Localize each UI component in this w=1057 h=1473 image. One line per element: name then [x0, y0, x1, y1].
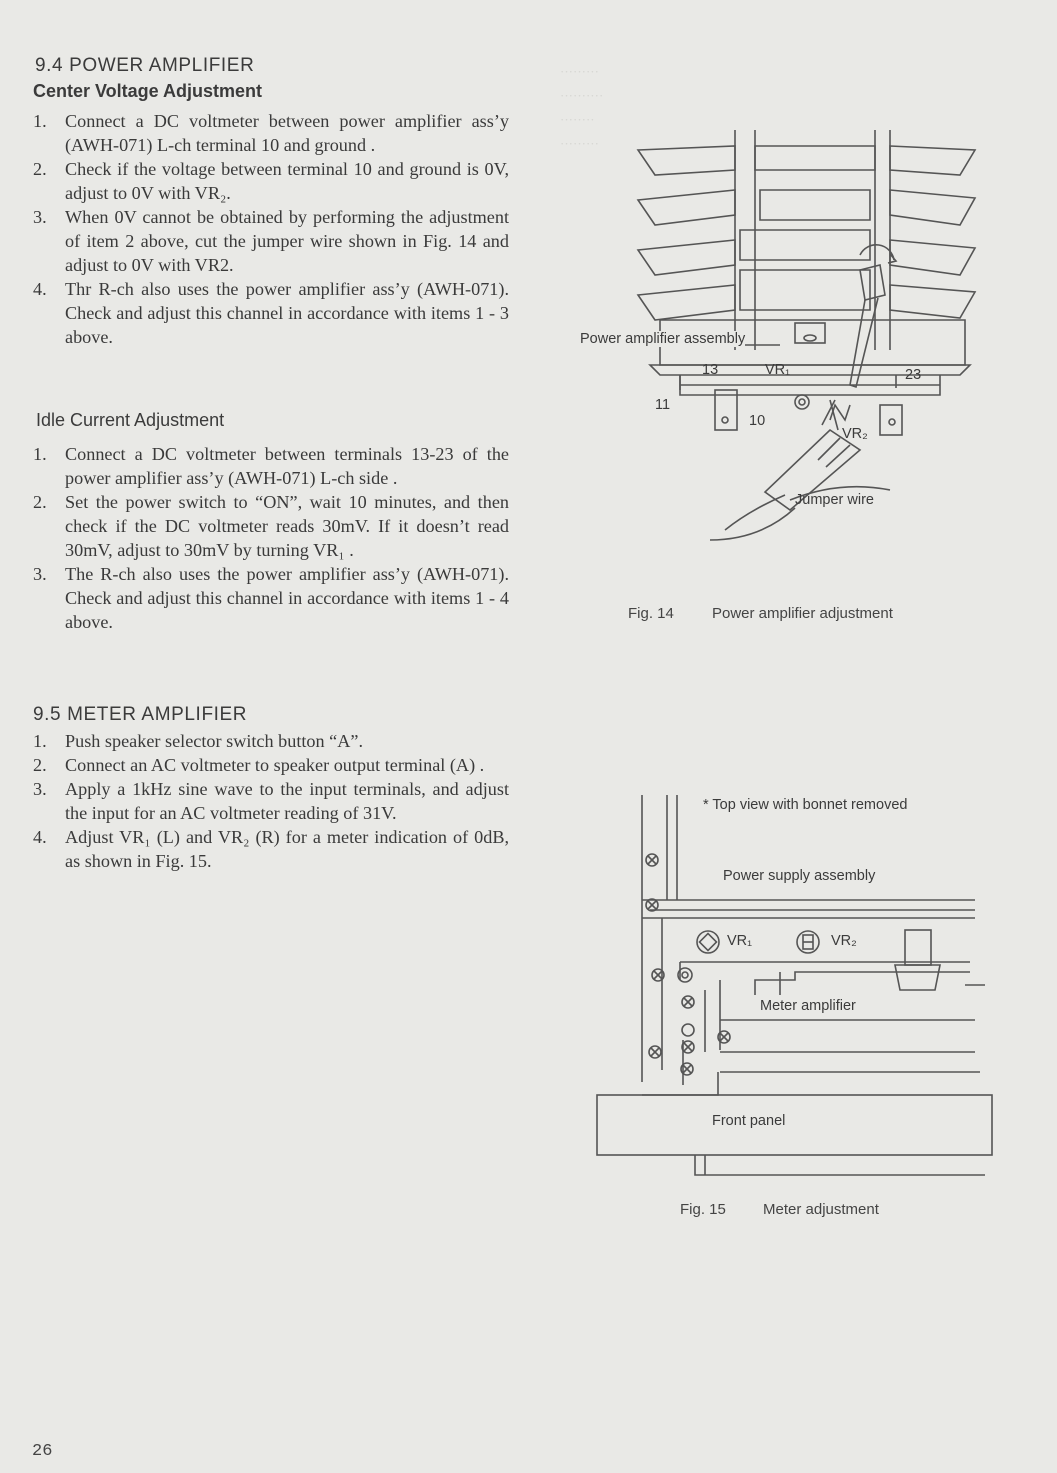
item-text: Adjust VR₁ (L) and VR₂ (R) for a meter indication of 0dB, as shown in Fig. 15.: [65, 827, 509, 871]
fig14-terminal-23-label: 23: [905, 367, 922, 383]
item-text: Connect a DC voltmeter between power amplifier ass’y (AWH-071) L-ch terminal 10 and ground .: [65, 111, 509, 155]
item-number: 4.: [33, 827, 47, 847]
item-number: 2.: [33, 492, 47, 512]
fig15-caption-number: Fig. 15: [680, 1201, 726, 1218]
item-text: The R-ch also uses the power amplifier ass’y (AWH-071). Check and adjust this channel in accordance with items 1 - 4 above.: [65, 564, 509, 632]
list-item: [33, 157, 509, 205]
fig14-terminal-10-label: 10: [749, 413, 766, 429]
fig14-jumper-label: Jumper wire: [795, 492, 874, 508]
fig15-drawing: [590, 790, 1000, 1190]
front-panel-outline: [597, 1095, 992, 1175]
item-number: 4.: [33, 279, 47, 299]
fig14-caption-text: Power amplifier adjustment: [712, 605, 893, 622]
fig14-assembly-label: Power amplifier assembly: [580, 331, 746, 347]
fig14-terminal-13-label: 13: [702, 362, 719, 378]
item-text: Set the power switch to “ON”, wait 10 minutes, and then check if the DC voltmeter reads 30mV. If it doesn’t read 30mV, adjust to 30mV by turning VR₁ .: [65, 492, 509, 560]
item-text: When 0V cannot be obtained by performing the adjustment of item 2 above, cut the jumper wire shown in Fig. 14 and adjust to 0V with VR2.: [65, 207, 509, 275]
list-item: [33, 277, 509, 349]
item-text: Thr R-ch also uses the power amplifier ass’y (AWH-071). Check and adjust this channel in accordance with items 1 - 3 above.: [65, 279, 509, 347]
list-item: [33, 777, 509, 825]
idle-current-heading: Idle Current Adjustment: [36, 410, 225, 430]
page-number: 26: [32, 1442, 53, 1461]
item-number: 2.: [33, 755, 47, 775]
list-item: [33, 562, 509, 634]
item-number: 3.: [33, 779, 47, 799]
item-number: 1.: [33, 111, 47, 131]
item-text: Apply a 1kHz sine wave to the input terminals, and adjust the input for an AC voltmeter reading of 31V.: [65, 779, 509, 823]
item-number: 1.: [33, 731, 47, 751]
connector-block-icon: [895, 930, 940, 990]
center-voltage-steps: [33, 109, 509, 349]
item-text: Connect a DC voltmeter between terminals 13-23 of the power amplifier ass’y (AWH-071) L-ch side .: [65, 444, 509, 488]
list-item: [33, 442, 509, 490]
vr2-trimmer-icon: [797, 931, 819, 953]
fig14-vr1-label: VR₁: [765, 362, 791, 378]
item-number: 3.: [33, 564, 47, 584]
item-text: Check if the voltage between terminal 10 and ground is 0V, adjust to 0V with VR₂.: [65, 159, 509, 203]
fig15-vr2-label: VR₂: [831, 933, 857, 949]
fig14-caption-number: Fig. 14: [628, 605, 674, 622]
item-text: Connect an AC voltmeter to speaker output terminal (A) .: [65, 755, 485, 775]
list-item: [33, 825, 509, 873]
fig15-caption-text: Meter adjustment: [763, 1201, 879, 1218]
list-item: [33, 729, 509, 753]
list-item: [33, 109, 509, 157]
fig14-terminal-11-label: 11: [655, 397, 671, 413]
bleed-through-text: ········· ·········· ········ ·········: [560, 64, 604, 151]
fig15-meter-label: Meter amplifier: [760, 998, 856, 1014]
section-9-5-title: 9.5 METER AMPLIFIER: [33, 704, 248, 725]
item-text: Push speaker selector switch button “A”.: [65, 731, 363, 751]
list-item: [33, 753, 509, 777]
list-item: [33, 490, 509, 562]
meter-amplifier-steps: [33, 729, 509, 873]
item-number: 2.: [33, 159, 47, 179]
fig14-vr2-label: VR₂: [842, 426, 868, 442]
heatsink-icon: [638, 130, 975, 350]
screw-icon: [646, 854, 730, 1075]
idle-current-steps: [33, 442, 509, 634]
item-number: 3.: [33, 207, 47, 227]
fig15-supply-label: Power supply assembly: [723, 868, 876, 884]
fig15-note: * Top view with bonnet removed: [703, 797, 908, 813]
fig15-vr1-label: VR₁: [727, 933, 753, 949]
item-number: 1.: [33, 444, 47, 464]
center-voltage-heading: Center Voltage Adjustment: [33, 81, 263, 101]
section-9-4-title: 9.4 POWER AMPLIFIER: [35, 55, 255, 76]
list-item: [33, 205, 509, 277]
vr1-trimmer-icon: [697, 931, 719, 953]
fig15-front-panel-label: Front panel: [712, 1113, 786, 1129]
